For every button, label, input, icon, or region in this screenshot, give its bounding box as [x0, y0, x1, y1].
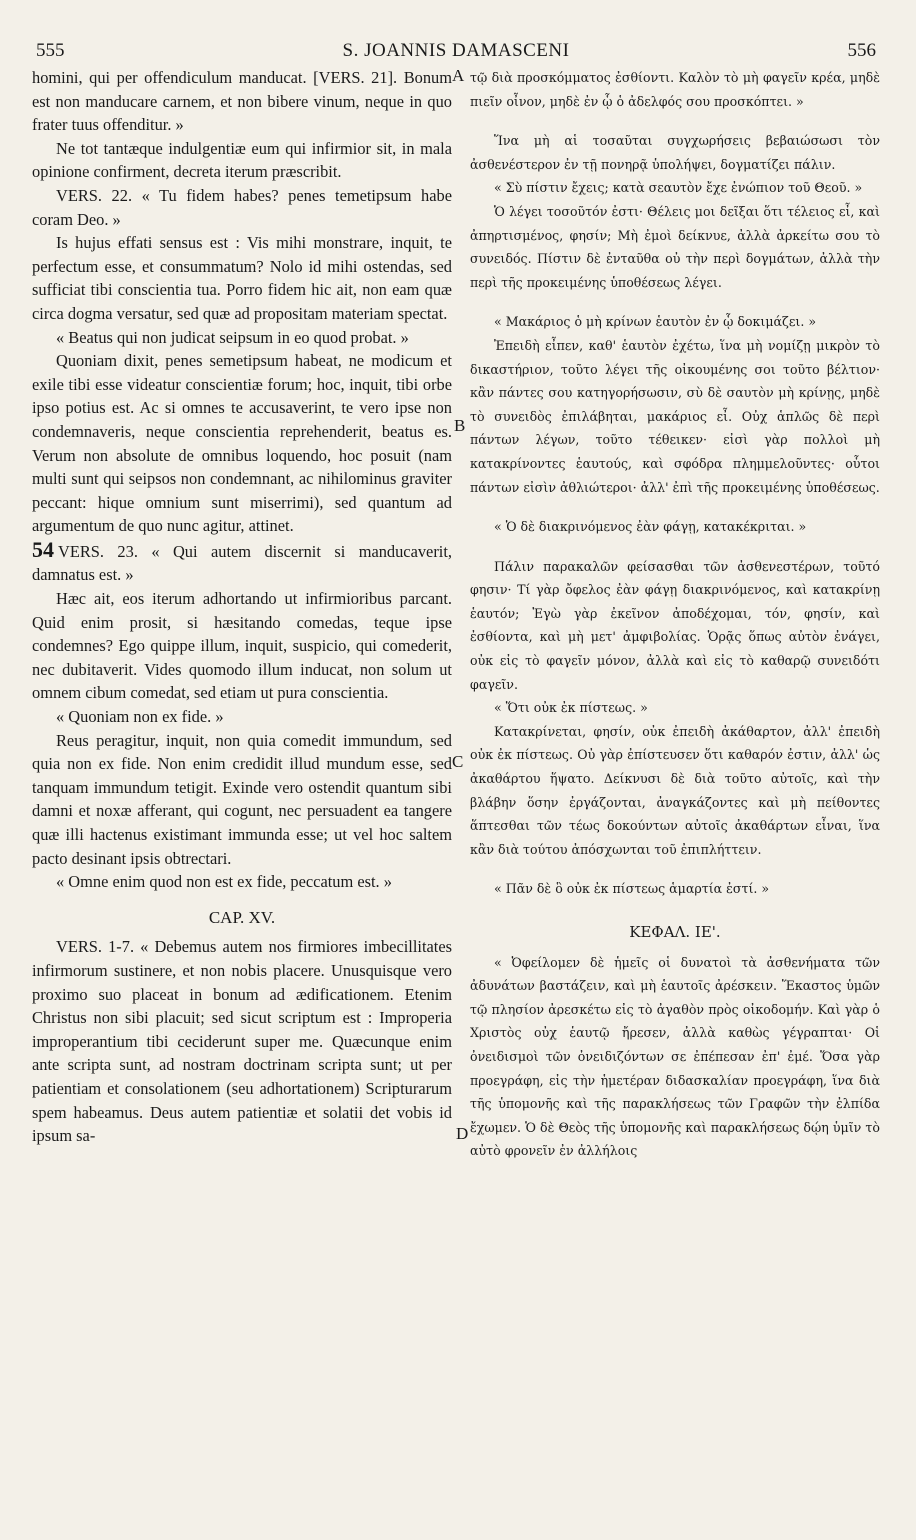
latin-verse-text: VERS. 23. « Qui autem discernit si manducaverit, damnatus est. » [32, 541, 452, 585]
greek-paragraph: Ἵνα μὴ αἱ τοσαῦται συγχωρήσεις βεβαιώσωσι τὸν ἀσθενέστερον ἐν τῇ πονηρᾷ ὑπολήψει, δογματίζει πάλιν. [470, 133, 880, 172]
latin-verse [32, 538, 452, 587]
latin-paragraph: Reus peragitur, inquit, non quia comedit immundum, sed quia non ex fide. Non enim credidit illud mundum esse, sed tanquam immundum tetigit. Exinde vero ostendit quantum sibi damni et noxæ afferant, qui cogunt, nec persuadent ea tangere quæ illi hactenus existimant immunda esse; ut vel hoc saltem pacto desinant ipsis obtrectari. [32, 730, 452, 868]
greek-paragraph: « Ὀφείλομεν δὲ ἡμεῖς οἱ δυνατοὶ τὰ ἀσθενήματα τῶν ἀδυνάτων βαστάζειν, καὶ μὴ ἑαυτοῖς ἀρέσκειν. Ἕκαστος ὑμῶν τῷ πλησίον ἀρεσκέτω εἰς τὸ ἀγαθὸν πρὸς οἰκοδομήν. Καὶ γὰρ ὁ Χριστὸς οὐχ ἑαυτῷ ἤρεσεν, ἀλλὰ καθὼς γέγραπται· Οἱ ὀνειδισμοὶ τῶν ὀνειδιζόντων σε ἐπέπεσαν ἐπ' ἐμέ. Ὅσα γὰρ προεγράφη, εἰς τὴν ἡμετέραν διδασκαλίαν προεγράφη, ἵνα διὰ τῆς ὑπομονῆς καὶ τῆς παρακλήσεως τῶν Γραφῶν τὴν ἐλπίδα ἔχωμεν. Ὁ δὲ Θεὸς τῆς ὑπομονῆς καὶ παρακλήσεως δῴη ὑμῖν τὸ αὐτὸ φρονεῖν ἐν ἀλλήλοις [470, 954, 880, 1159]
latin-paragraph: Quoniam dixit, penes semetipsum habeat, ne modicum et exile tibi esse videatur conscientiæ forum; hoc, inquit, tibi orbe ipso potius est. Ac si omnes te accusaverint, te vero ipse non condemnaveris, neque conscientia reprehenderit, beatus es. Verum non absolute de omnibus loquendo, hoc posuit (nam multi sunt qui seipsos non condemnant, ac nihilominus graviter peccant: hique omnium sunt miserrimi), sed quantum ad argumentum de quo nunc agitur, attinet. [32, 351, 452, 536]
greek-verse: « Μακάριος ὁ μὴ κρίνων ἑαυτὸν ἐν ᾧ δοκιμάζει. » [494, 314, 817, 330]
chapter-heading-greek: ΚΕΦΑΛ. ΙΕ'. [629, 923, 721, 941]
latin-paragraph: Ne tot tantæque indulgentiæ eum qui infirmior sit, in mala opinione confirment, decreta iterum præscribit. [32, 138, 452, 182]
latin-paragraph: Hæc ait, eos iterum adhortando ut infirmioribus parcant. Quid enim prosit, si hæsitando comedas, teque ipse condemnes? Ego quippe illum, inquit, suspicio, qui comederit, nec dubitaverit. Vides quomodo illum inducat, non solum ut omnem cibum comedat, sed etiam ut pura conscientia. [32, 589, 452, 703]
margin-letter-a: A [452, 66, 465, 85]
greek-paragraph: Ὁ λέγει τοσοῦτόν ἐστι· Θέλεις μοι δεῖξαι ὅτι τέλειος εἶ, καὶ ἀπηρτισμένος, φησίν; Μὴ ἐμοὶ δείκνυε, ἀλλὰ ἀρκείτω σου τὸ συνειδός. Πίστιν δὲ ἐνταῦθα οὐ τὴν περὶ δογμάτων, ἀλλὰ τὴν περὶ τῆς προκειμένης ὑποθέσεως λέγει. [470, 203, 880, 290]
margin-letter-d: D [456, 1124, 469, 1143]
margin-letter-c: C [452, 752, 464, 771]
page-number-left: 555 [36, 40, 65, 61]
running-header [36, 40, 876, 66]
running-title: S. JOANNIS DAMASCENI [342, 40, 570, 61]
greek-paragraph: Πάλιν παρακαλῶν φείσασθαι τῶν ἀσθενεστέρων, τοῦτό φησιν· Τί γὰρ ὄφελος ἐὰν φάγῃ διακρινόμενος, καὶ κατακρίνῃ ἑαυτόν; Ἐγὼ γὰρ ἐκεῖνον ἀποδέχομαι, τόν, φησίν, καὶ ἐσθίοντα, καὶ μὴ μετ' ἀμφιβολίας. Ὁρᾷς ὅπως αὐτὸν ἐνάγει, οὐκ εἰς τὸ φαγεῖν μόνον, ἀλλὰ καὶ εἰς τὸ καθαρῷ συνειδότι φαγεῖν. [470, 558, 880, 692]
greek-paragraph: Ἐπειδὴ εἶπεν, καθ' ἑαυτὸν ἐχέτω, ἵνα μὴ νομίζῃ μικρὸν τὸ δικαστήριον, τοῦτο λέγει τῆς οἰκουμένης σοι τοῦτο βέλτιον· κἂν πάντες σου κατηγορήσωσιν, σὺ δὲ σαυτὸν μὴ κρίνῃς, μηδὲ τὸ συνειδὸς ἐπιλάβηται, μακάριος εἶ. Οὐχ ἁπλῶς δὲ περὶ πάντων λέγων, τοῦτο τέθεικεν· εἰσὶ γὰρ πολλοὶ μὴ κατακρίνοντες ἑαυτούς, καὶ σφόδρα πλημμελοῦντες· οὗτοι πάντων εἰσὶν ἀθλιώτεροι· ἀλλ' ἐπὶ τῆς προκειμένης ὑποθέσεως. [470, 337, 880, 495]
column-number: 54 [32, 536, 54, 562]
latin-paragraph: Is hujus effati sensus est : Vis mihi monstrare, inquit, te perfectum esse, et consummatum? Nolo id mihi ostendas, sed sufficiat tibi conscientia tua. Porro fidem hic ait, non eam quæ circa dogma versatur, sed quæ ad propositam materiam spectat. [32, 233, 452, 323]
margin-letter-b: B [454, 416, 466, 435]
latin-verse: « Omne enim quod non est ex fide, peccatum est. » [56, 872, 392, 892]
greek-verse: « Σὺ πίστιν ἔχεις; κατὰ σεαυτὸν ἔχε ἐνώπιον τοῦ Θεοῦ. » [494, 180, 863, 196]
greek-verse: « Πᾶν δὲ ὃ οὐκ ἐκ πίστεως ἁμαρτία ἐστί. » [494, 881, 770, 897]
greek-column [470, 66, 880, 1163]
latin-paragraph: homini, qui per offendiculum manducat. [VERS. 21]. Bonum est non manducare carnem, et non bibere vinum, neque in quo frater tuus offenditur. » [32, 68, 452, 135]
chapter-heading-latin: CAP. XV. [208, 907, 276, 927]
greek-paragraph: τῷ διὰ προσκόμματος ἐσθίοντι. Καλὸν τὸ μὴ φαγεῖν κρέα, μηδὲ πιεῖν οἶνον, μηδὲ ἐν ᾧ ὁ ἀδελφός σου προσκόπτει. » [470, 70, 880, 109]
latin-verse: « Quoniam non ex fide. » [56, 707, 224, 727]
greek-verse: « Ὁ δὲ διακρινόμενος ἐὰν φάγῃ, κατακέκριται. » [494, 519, 807, 535]
latin-paragraph: VERS. 1-7. « Debemus autem nos firmiores imbecillitates infirmorum sustinere, et non nobis placere. Unusquisque vero proximo suo placeat in bonum ad ædificationem. Etenim Christus non sibi placuit; sed sicut scriptum est : Improperia improperantium tibi ceciderunt super me. Quæcunque enim ante scripta sunt, ad nostram doctrinam scripta sunt; ut per patientiam et consolationem (seu adhortationem) Scripturarum spem habeamus. Deus autem patientiæ et solatii det vobis id ipsum sa- [32, 937, 452, 1146]
latin-column [32, 66, 452, 1148]
page-number-right: 556 [847, 40, 876, 61]
greek-paragraph: Κατακρίνεται, φησίν, οὐκ ἐπειδὴ ἀκάθαρτον, ἀλλ' ἐπειδὴ οὐκ ἐκ πίστεως. Οὐ γὰρ ἐπίστευσεν ὅτι καθαρόν ἐστιν, ἀλλ' ὡς ἀκαθάρτου ἥψατο. Δείκνυσι δὲ διὰ τοῦτο αὐτοῖς, καὶ τὴν βλάβην ὅσην ἐργάζονται, ἀναγκάζοντες καὶ μὴ πείθοντες ἅπτεσθαι τῶν τέως δοκούντων αὐτοῖς ἀκαθάρτων εἶναι, ἵνα κἂν διὰ τούτου ἀπόσχωνται τοῦ ἐπιπλήττειν. [470, 723, 880, 857]
latin-verse: VERS. 22. « Tu fidem habes? penes temetipsum habe coram Deo. » [32, 185, 452, 229]
greek-verse: « Ὅτι οὐκ ἐκ πίστεως. » [494, 700, 648, 716]
latin-verse: « Beatus qui non judicat seipsum in eo quod probat. » [56, 327, 409, 347]
